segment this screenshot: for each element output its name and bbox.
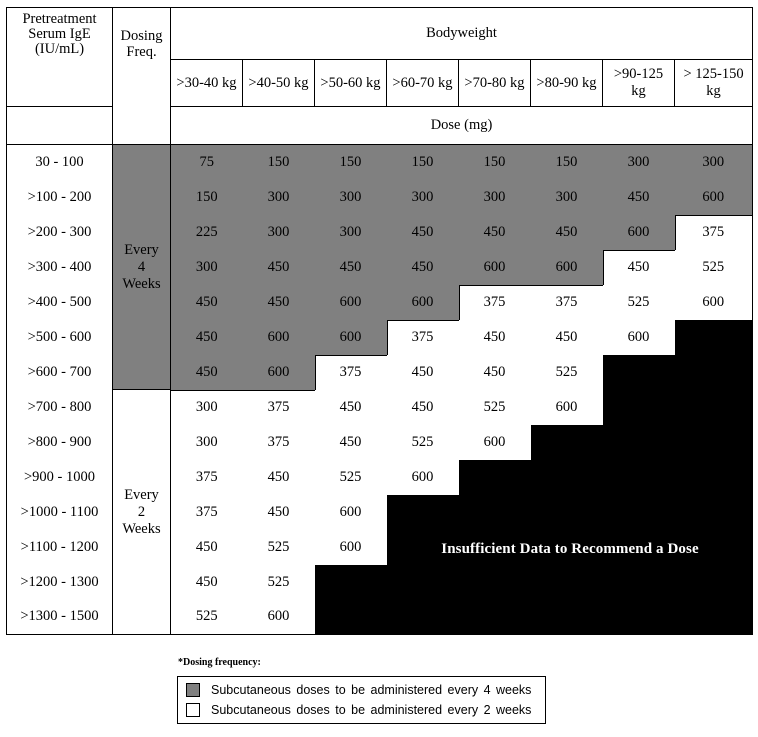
ige-level: >700 - 800 [7,390,113,425]
dose-cell: 600 [459,250,531,285]
dose-cell [603,390,675,425]
dose-cell: 525 [171,600,243,635]
dose-cell [603,425,675,460]
dose-cell [315,600,387,635]
dose-cell [387,565,459,600]
dose-cell: 450 [531,215,603,250]
dose-cell: 600 [243,600,315,635]
legend-every4-text: Subcutaneous doses to be administered every 4 weeks [211,683,532,697]
ige-level: >100 - 200 [7,180,113,215]
dose-cell [603,355,675,390]
dose-cell [459,460,531,495]
dose-cell [531,565,603,600]
dose-cell: 600 [387,285,459,320]
dose-cell: 375 [243,425,315,460]
dose-cell: 450 [243,250,315,285]
dose-cell: 600 [603,320,675,355]
dose-cell: 375 [387,320,459,355]
dose-cell: 600 [315,320,387,355]
ige-level: >300 - 400 [7,250,113,285]
dose-cell: 225 [171,215,243,250]
dose-cell [675,355,753,390]
freq-header: Dosing Freq. [113,8,171,60]
dose-cell: 300 [171,250,243,285]
dose-cell: 450 [171,355,243,390]
dose-cell: 450 [171,565,243,600]
dose-cell [675,495,753,530]
dose-cell: 450 [171,285,243,320]
dose-cell: 525 [531,355,603,390]
gray-swatch-icon [186,683,200,697]
dose-cell [603,460,675,495]
dose-cell: 450 [387,250,459,285]
dose-header: Dose (mg) [171,107,753,145]
legend-row-every4 [186,681,531,699]
dose-cell [315,565,387,600]
dose-cell: 450 [387,215,459,250]
dose-cell: 450 [315,390,387,425]
dose-cell: 150 [459,145,531,180]
dose-cell: 600 [315,495,387,530]
ige-level: >800 - 900 [7,425,113,460]
dose-cell: 300 [531,180,603,215]
dose-cell: 525 [459,390,531,425]
dose-cell: 450 [243,495,315,530]
ige-level: >900 - 1000 [7,460,113,495]
dose-cell [675,600,753,635]
dose-cell: 300 [171,425,243,460]
dose-cell: 600 [243,355,315,390]
dose-cell: 600 [315,285,387,320]
dose-cell: 525 [243,530,315,565]
dose-cell [387,495,459,530]
weight-header: > 125-150 kg [675,60,753,107]
dose-cell: 450 [171,530,243,565]
legend-title: *Dosing frequency: [178,657,261,668]
dose-cell: 450 [387,355,459,390]
ige-level: >500 - 600 [7,320,113,355]
dose-cell: 600 [387,460,459,495]
weight-header: >70-80 kg [459,60,531,107]
dose-cell: 450 [459,355,531,390]
dose-cell [675,460,753,495]
dose-cell [459,565,531,600]
ige-level: >600 - 700 [7,355,113,390]
dose-cell: 525 [675,250,753,285]
freq-every4: Every 4 Weeks [113,145,171,390]
dose-cell: 150 [315,145,387,180]
dose-cell: 375 [171,495,243,530]
dose-cell [531,425,603,460]
white-swatch-icon [186,703,200,717]
dose-cell: 75 [171,145,243,180]
dose-cell: 600 [315,530,387,565]
weight-header: >50-60 kg [315,60,387,107]
dose-cell: 300 [243,215,315,250]
dose-cell: 525 [603,285,675,320]
dose-cell [675,390,753,425]
ige-level: >200 - 300 [7,215,113,250]
ige-level: >1000 - 1100 [7,495,113,530]
ige-level: >1200 - 1300 [7,565,113,600]
dose-cell: 150 [387,145,459,180]
dose-cell: 600 [675,180,753,215]
dose-cell: 375 [459,285,531,320]
dose-cell: 450 [459,215,531,250]
dose-cell: 375 [531,285,603,320]
dose-cell: 300 [459,180,531,215]
dose-cell: 300 [171,390,243,425]
dose-cell: 450 [459,320,531,355]
ige-header: Pretreatment Serum IgE (IU/mL) [7,8,113,107]
legend-row-every2 [186,701,531,719]
dose-cell: 450 [603,180,675,215]
dose-cell: 450 [243,460,315,495]
dose-cell: 600 [531,390,603,425]
dose-cell: 450 [243,285,315,320]
dose-cell: 375 [243,390,315,425]
dose-cell: 450 [315,250,387,285]
dose-cell: 300 [243,180,315,215]
legend [177,676,546,724]
dose-cell [603,565,675,600]
weight-header: >40-50 kg [243,60,315,107]
ige-level: >1100 - 1200 [7,530,113,565]
dose-cell: 600 [459,425,531,460]
ige-header-cont [7,107,113,145]
dose-cell: 450 [387,390,459,425]
dose-cell: 450 [171,320,243,355]
dose-cell [675,425,753,460]
weight-header: >30-40 kg [171,60,243,107]
dose-cell [675,320,753,355]
dose-cell: 450 [315,425,387,460]
dose-cell: 300 [675,145,753,180]
dose-cell: 150 [531,145,603,180]
freq-every2: Every 2 Weeks [113,390,171,635]
table-row [7,145,753,180]
weight-header: >60-70 kg [387,60,459,107]
dose-cell [675,565,753,600]
dose-cell [531,495,603,530]
dose-cell [531,600,603,635]
dose-cell: 375 [675,215,753,250]
legend-every2-text: Subcutaneous doses to be administered every 2 weeks [211,703,532,717]
freq-header-cont [113,60,171,145]
dose-cell: 525 [387,425,459,460]
dose-cell: 150 [243,145,315,180]
dose-cell [459,495,531,530]
dose-cell: 525 [243,565,315,600]
dose-cell: 300 [387,180,459,215]
insufficient-data-label: Insufficient Data to Recommend a Dose [441,541,699,557]
ige-level: 30 - 100 [7,145,113,180]
dose-cell: 300 [315,215,387,250]
table-row [7,390,753,425]
dose-cell: 375 [315,355,387,390]
dose-cell: 300 [603,145,675,180]
dose-cell: 150 [171,180,243,215]
dose-cell [459,600,531,635]
weight-header: >80-90 kg [531,60,603,107]
dose-cell [603,495,675,530]
ige-level: >400 - 500 [7,285,113,320]
weight-header: >90-125 kg [603,60,675,107]
dose-cell [603,600,675,635]
ige-level: >1300 - 1500 [7,600,113,635]
bodyweight-header: Bodyweight [171,8,753,60]
dose-cell: 450 [531,320,603,355]
dose-cell [531,460,603,495]
dose-cell [387,600,459,635]
dose-cell: 600 [531,250,603,285]
dose-cell: 525 [315,460,387,495]
dose-cell: 600 [243,320,315,355]
dose-cell: 600 [603,215,675,250]
dose-cell: 375 [171,460,243,495]
dose-cell: 600 [675,285,753,320]
dose-cell: 300 [315,180,387,215]
dose-cell: 450 [603,250,675,285]
